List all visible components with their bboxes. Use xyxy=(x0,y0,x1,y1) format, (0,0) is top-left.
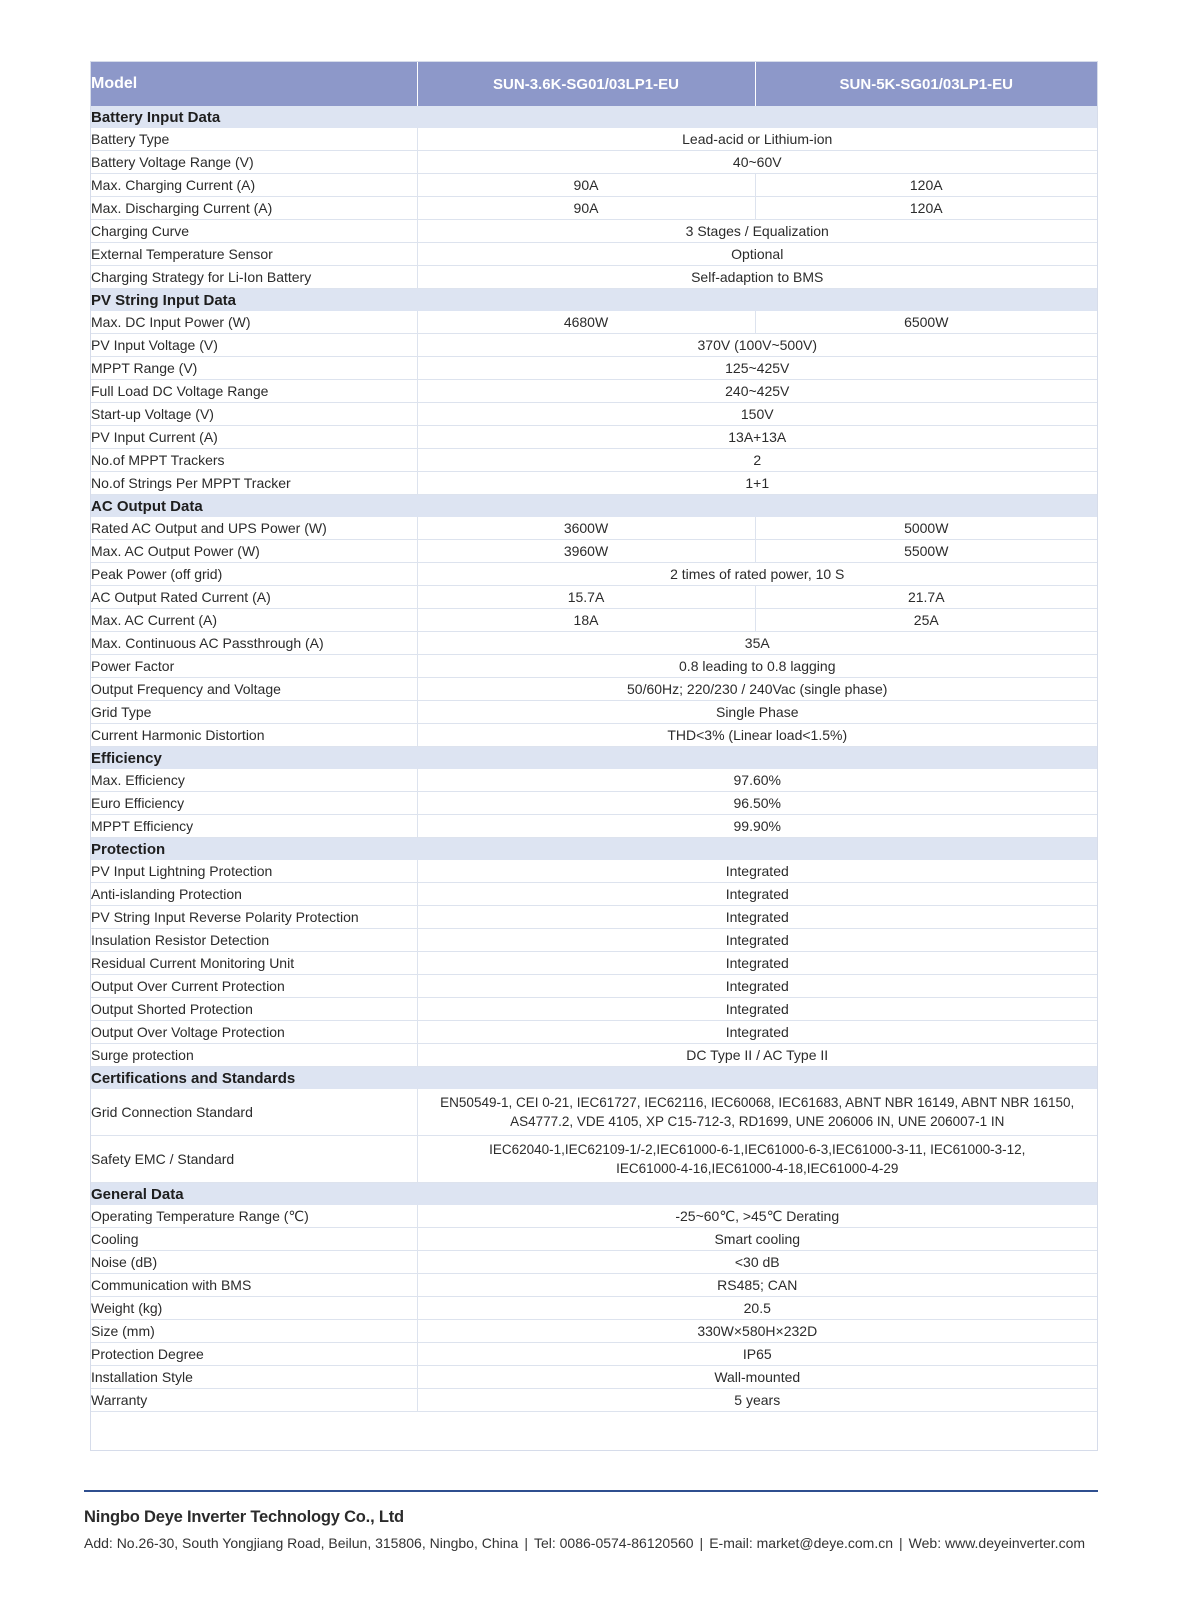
spec-value-model-a: 3960W xyxy=(417,540,755,563)
spec-row xyxy=(91,792,1097,815)
spec-label: PV String Input Reverse Polarity Protection xyxy=(91,906,417,929)
spec-label: Max. AC Current (A) xyxy=(91,609,417,632)
spec-label: Current Harmonic Distortion xyxy=(91,724,417,747)
spec-row xyxy=(91,1021,1097,1044)
spec-value-model-b: 25A xyxy=(755,609,1097,632)
spec-value-model-a: 90A xyxy=(417,197,755,220)
spec-value: THD<3% (Linear load<1.5%) xyxy=(417,724,1097,747)
spec-value: Integrated xyxy=(417,1021,1097,1044)
spec-value: 3 Stages / Equalization xyxy=(417,220,1097,243)
spec-body xyxy=(91,106,1097,1412)
spec-label: Max. AC Output Power (W) xyxy=(91,540,417,563)
spec-value: Integrated xyxy=(417,906,1097,929)
spec-row xyxy=(91,609,1097,632)
section-header xyxy=(91,289,1097,312)
spec-row xyxy=(91,883,1097,906)
spec-value-model-a: 90A xyxy=(417,174,755,197)
spec-value: Lead-acid or Lithium-ion xyxy=(417,128,1097,151)
spec-value: -25~60℃, >45℃ Derating xyxy=(417,1205,1097,1228)
spec-label: Operating Temperature Range (℃) xyxy=(91,1205,417,1228)
contact-line: Add: No.26-30, South Yongjiang Road, Beilun, 315806, Ningbo, China | Tel: 0086-0574-86120560 | E-mail: market@deye.com.cn | Web: www.deyeinverter.com xyxy=(84,1535,1086,1551)
spec-row xyxy=(91,563,1097,586)
spec-label: Output Over Current Protection xyxy=(91,975,417,998)
spec-row xyxy=(91,540,1097,563)
spec-label: PV Input Voltage (V) xyxy=(91,334,417,357)
model-label: Model xyxy=(91,62,417,106)
section-header xyxy=(91,838,1097,861)
spec-label: Start-up Voltage (V) xyxy=(91,403,417,426)
spec-value: 370V (100V~500V) xyxy=(417,334,1097,357)
website: Web: www.deyeinverter.com xyxy=(908,1535,1086,1551)
spec-value: 13A+13A xyxy=(417,426,1097,449)
spec-label: Output Frequency and Voltage xyxy=(91,678,417,701)
spec-row xyxy=(91,724,1097,747)
section-title: Certifications and Standards xyxy=(91,1067,1097,1090)
spec-label: AC Output Rated Current (A) xyxy=(91,586,417,609)
model-a-name: SUN-3.6K-SG01/03LP1-EU xyxy=(417,62,755,106)
company-name: Ningbo Deye Inverter Technology Co., Ltd xyxy=(84,1508,404,1526)
spec-row xyxy=(91,151,1097,174)
spec-row xyxy=(91,1297,1097,1320)
spec-value: 96.50% xyxy=(417,792,1097,815)
spec-value-model-a: 3600W xyxy=(417,517,755,540)
spec-label: Charging Curve xyxy=(91,220,417,243)
spec-row xyxy=(91,243,1097,266)
spec-label: Noise (dB) xyxy=(91,1251,417,1274)
spec-value-line: AS4777.2, VDE 4105, XP C15-712-3, RD1699, UNE 206006 IN, UNE 206007-1 IN xyxy=(510,1114,1005,1129)
spec-row xyxy=(91,1136,1097,1183)
spec-label: No.of MPPT Trackers xyxy=(91,449,417,472)
section-header xyxy=(91,747,1097,770)
spec-value: Optional xyxy=(417,243,1097,266)
spec-label: Grid Type xyxy=(91,701,417,724)
spec-row xyxy=(91,357,1097,380)
spec-value-model-a: 4680W xyxy=(417,311,755,334)
spec-value: Self-adaption to BMS xyxy=(417,266,1097,289)
spec-value: 50/60Hz; 220/230 / 240Vac (single phase) xyxy=(417,678,1097,701)
spec-row xyxy=(91,1366,1097,1389)
spec-value: 2 xyxy=(417,449,1097,472)
spec-label: MPPT Efficiency xyxy=(91,815,417,838)
spec-row xyxy=(91,1389,1097,1412)
spec-value: Integrated xyxy=(417,929,1097,952)
spec-label: Insulation Resistor Detection xyxy=(91,929,417,952)
spec-row xyxy=(91,472,1097,495)
spec-row xyxy=(91,1044,1097,1067)
spec-value: Wall-mounted xyxy=(417,1366,1097,1389)
spec-label: Charging Strategy for Li-Ion Battery xyxy=(91,266,417,289)
spec-value-model-a: 15.7A xyxy=(417,586,755,609)
spec-value: Integrated xyxy=(417,998,1097,1021)
spec-value: Integrated xyxy=(417,975,1097,998)
section-title: General Data xyxy=(91,1183,1097,1206)
spec-row xyxy=(91,266,1097,289)
spec-label: Warranty xyxy=(91,1389,417,1412)
spec-row xyxy=(91,197,1097,220)
section-title: Protection xyxy=(91,838,1097,861)
spec-row xyxy=(91,426,1097,449)
header-row xyxy=(91,62,1097,106)
spec-row xyxy=(91,586,1097,609)
spec-value: 150V xyxy=(417,403,1097,426)
spec-value-line: IEC62040-1,IEC62109-1/-2,IEC61000-6-1,IEC61000-6-3,IEC61000-3-11, IEC61000-3-12, xyxy=(489,1142,1026,1157)
spec-label: Grid Connection Standard xyxy=(91,1089,417,1136)
spec-label: Size (mm) xyxy=(91,1320,417,1343)
telephone: Tel: 0086-0574-86120560 xyxy=(533,1535,694,1551)
spec-label: Weight (kg) xyxy=(91,1297,417,1320)
section-title: PV String Input Data xyxy=(91,289,1097,312)
spec-label: Euro Efficiency xyxy=(91,792,417,815)
spec-label: Max. Efficiency xyxy=(91,769,417,792)
spec-row xyxy=(91,1089,1097,1136)
spec-row xyxy=(91,1343,1097,1366)
spec-row xyxy=(91,952,1097,975)
spec-label: Max. Continuous AC Passthrough (A) xyxy=(91,632,417,655)
spec-row xyxy=(91,311,1097,334)
spec-label: Protection Degree xyxy=(91,1343,417,1366)
spec-row xyxy=(91,334,1097,357)
spec-value-line: IEC61000-4-16,IEC61000-4-18,IEC61000-4-29 xyxy=(616,1161,899,1176)
email: E-mail: market@deye.com.cn xyxy=(709,1535,894,1551)
section-header xyxy=(91,1067,1097,1090)
spec-value-model-a: 18A xyxy=(417,609,755,632)
spec-value: RS485; CAN xyxy=(417,1274,1097,1297)
spec-label: Power Factor xyxy=(91,655,417,678)
spec-row xyxy=(91,380,1097,403)
spec-value xyxy=(417,1136,1097,1183)
spec-row xyxy=(91,449,1097,472)
spec-row xyxy=(91,1251,1097,1274)
spec-value: 35A xyxy=(417,632,1097,655)
spec-label: Max. Charging Current (A) xyxy=(91,174,417,197)
spec-label: Peak Power (off grid) xyxy=(91,563,417,586)
section-header xyxy=(91,1183,1097,1206)
spec-row xyxy=(91,769,1097,792)
spec-label: Anti-islanding Protection xyxy=(91,883,417,906)
spec-label: Max. Discharging Current (A) xyxy=(91,197,417,220)
spec-value: IP65 xyxy=(417,1343,1097,1366)
spec-row xyxy=(91,678,1097,701)
spec-label: Battery Voltage Range (V) xyxy=(91,151,417,174)
spec-value-model-b: 5000W xyxy=(755,517,1097,540)
spec-value: 97.60% xyxy=(417,769,1097,792)
spec-value: DC Type II / AC Type II xyxy=(417,1044,1097,1067)
section-header xyxy=(91,106,1097,128)
spec-value xyxy=(417,1089,1097,1136)
spec-value: Single Phase xyxy=(417,701,1097,724)
spec-row xyxy=(91,220,1097,243)
model-b-name: SUN-5K-SG01/03LP1-EU xyxy=(755,62,1097,106)
spec-value: <30 dB xyxy=(417,1251,1097,1274)
spec-value: 240~425V xyxy=(417,380,1097,403)
spec-row xyxy=(91,632,1097,655)
spec-value-model-b: 5500W xyxy=(755,540,1097,563)
spec-row xyxy=(91,998,1097,1021)
spec-row xyxy=(91,975,1097,998)
footer-divider xyxy=(84,1490,1098,1492)
spec-label: Full Load DC Voltage Range xyxy=(91,380,417,403)
spec-value-model-b: 21.7A xyxy=(755,586,1097,609)
spec-label: Residual Current Monitoring Unit xyxy=(91,952,417,975)
spec-value: 125~425V xyxy=(417,357,1097,380)
spec-row xyxy=(91,174,1097,197)
spec-row xyxy=(91,1228,1097,1251)
spec-value: 20.5 xyxy=(417,1297,1097,1320)
section-header xyxy=(91,495,1097,518)
section-title: AC Output Data xyxy=(91,495,1097,518)
spec-value: Integrated xyxy=(417,860,1097,883)
spec-label: No.of Strings Per MPPT Tracker xyxy=(91,472,417,495)
spec-label: External Temperature Sensor xyxy=(91,243,417,266)
spec-value: 5 years xyxy=(417,1389,1097,1412)
spec-label: Cooling xyxy=(91,1228,417,1251)
section-title: Efficiency xyxy=(91,747,1097,770)
spec-row xyxy=(91,860,1097,883)
spec-row xyxy=(91,815,1097,838)
spec-row xyxy=(91,701,1097,724)
spec-label: Installation Style xyxy=(91,1366,417,1389)
section-title: Battery Input Data xyxy=(91,106,1097,128)
spec-value-model-b: 120A xyxy=(755,174,1097,197)
spec-label: Output Shorted Protection xyxy=(91,998,417,1021)
spec-value: 99.90% xyxy=(417,815,1097,838)
spec-row xyxy=(91,929,1097,952)
spec-value: 1+1 xyxy=(417,472,1097,495)
spec-row xyxy=(91,128,1097,151)
address: Add: No.26-30, South Yongjiang Road, Beilun, 315806, Ningbo, China xyxy=(84,1535,519,1551)
spec-value: 2 times of rated power, 10 S xyxy=(417,563,1097,586)
spec-label: PV Input Lightning Protection xyxy=(91,860,417,883)
spec-table xyxy=(91,62,1097,1412)
spec-value: 40~60V xyxy=(417,151,1097,174)
spec-label: Rated AC Output and UPS Power (W) xyxy=(91,517,417,540)
spec-row xyxy=(91,655,1097,678)
spec-row xyxy=(91,1320,1097,1343)
spec-label: PV Input Current (A) xyxy=(91,426,417,449)
spec-value: Integrated xyxy=(417,952,1097,975)
spec-label: Safety EMC / Standard xyxy=(91,1136,417,1183)
spec-value-line: EN50549-1, CEI 0-21, IEC61727, IEC62116, IEC60068, IEC61683, ABNT NBR 16149, ABNT NBR 16150, xyxy=(440,1095,1075,1110)
spec-value: Integrated xyxy=(417,883,1097,906)
spec-value: 330W×580H×232D xyxy=(417,1320,1097,1343)
spec-label: Communication with BMS xyxy=(91,1274,417,1297)
spec-row xyxy=(91,517,1097,540)
spec-row xyxy=(91,1205,1097,1228)
spec-row xyxy=(91,906,1097,929)
spec-value-model-b: 6500W xyxy=(755,311,1097,334)
spec-value-model-b: 120A xyxy=(755,197,1097,220)
spec-row xyxy=(91,1274,1097,1297)
spec-label: Output Over Voltage Protection xyxy=(91,1021,417,1044)
spec-label: Battery Type xyxy=(91,128,417,151)
spec-label: Surge protection xyxy=(91,1044,417,1067)
spec-row xyxy=(91,403,1097,426)
spec-label: Max. DC Input Power (W) xyxy=(91,311,417,334)
spec-label: MPPT Range (V) xyxy=(91,357,417,380)
spec-value: 0.8 leading to 0.8 lagging xyxy=(417,655,1097,678)
spec-value: Smart cooling xyxy=(417,1228,1097,1251)
